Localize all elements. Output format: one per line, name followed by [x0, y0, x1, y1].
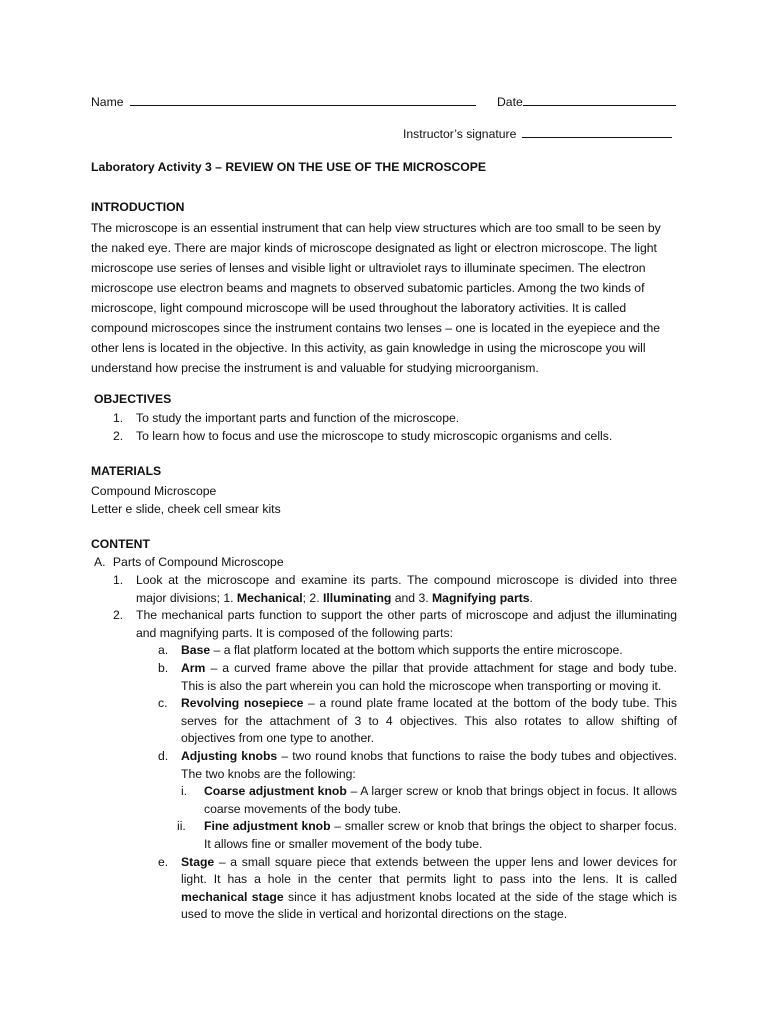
objective-text: To study the important parts and function of the microscope. — [136, 411, 460, 425]
activity-title: Laboratory Activity 3 – REVIEW ON THE USE OF THE MICROSCOPE — [91, 160, 487, 174]
part-term: Adjusting knobs — [181, 748, 278, 763]
part-desc: – a flat platform located at the bottom which supports the entire microscope. — [210, 643, 623, 658]
date-label: Date — [497, 95, 523, 109]
parts-list — [113, 642, 677, 924]
part-term: Stage — [181, 854, 215, 869]
illuminating-term: Illuminating — [322, 590, 392, 605]
objective-number: 1. — [113, 411, 124, 425]
item-number: 2. — [113, 608, 124, 623]
objective-number: 2. — [113, 428, 124, 443]
knob-term: Coarse adjustment knob — [204, 784, 347, 799]
introduction-heading: INTRODUCTION — [91, 200, 185, 214]
part-item-base — [158, 642, 677, 660]
knob-desc: – smaller screw or knob that brings the object to sharper focus. It allows fine or smaller movement of the body tube. — [204, 819, 677, 851]
item1-text-a: Look at the microscope and examine its parts. The compound microscope is divided into three major divisions; 1. — [136, 573, 677, 605]
material-item: Letter e slide, cheek cell smear kits — [91, 502, 281, 516]
objectives-list — [113, 410, 683, 445]
magnifying-term: Magnifying parts — [432, 590, 530, 605]
part-desc: – two round knobs that functions to raise the body tubes and objectives. The two knobs are the following: — [181, 748, 677, 781]
part-letter: d. — [158, 748, 169, 763]
part-item-nosepiece — [158, 695, 677, 748]
knob-desc: – A larger screw or knob that brings object in focus. It allows coarse movements of the body tube. — [204, 784, 678, 816]
part-term: Base — [181, 643, 211, 658]
part-letter: e. — [158, 854, 169, 869]
signature-field — [403, 124, 672, 144]
content-heading: CONTENT — [91, 537, 150, 551]
date-field — [497, 92, 676, 112]
item1-text-d: . — [529, 590, 533, 605]
part-item-arm — [158, 660, 677, 695]
item1-text-b: ; 2. — [302, 590, 323, 605]
item2-text: The mechanical parts function to support the other parts of microscope and adjust the illuminating and magnifying parts. It is composed of the following parts: — [136, 608, 677, 640]
part-item-knobs — [158, 748, 677, 783]
name-blank-line[interactable] — [130, 92, 476, 106]
name-label: Name — [91, 95, 124, 109]
section-a-title: Parts of Compound Microscope — [112, 555, 284, 569]
objectives-heading: OBJECTIVES — [94, 392, 172, 406]
knob-number: ii. — [177, 819, 186, 834]
date-blank-line[interactable] — [523, 92, 676, 106]
section-a — [94, 554, 684, 572]
part-letter: b. — [158, 660, 169, 675]
mechanical-term: Mechanical — [236, 590, 303, 605]
signature-label: Instructor’s signature — [403, 127, 517, 141]
item-number: 1. — [113, 573, 124, 587]
part-desc: – a curved frame above the pillar that provide attachment for stage and body tube. This is also the part wherein you can hold the microscope when transporting or moving it. — [181, 660, 677, 693]
name-field — [91, 92, 476, 112]
signature-blank-line[interactable] — [522, 124, 672, 138]
knobs-list — [158, 783, 677, 853]
mechanical-stage-term: mechanical stage — [181, 889, 284, 904]
materials-heading: MATERIALS — [91, 464, 162, 478]
content-list — [113, 572, 677, 924]
stage-desc-b: since it has adjustment knobs located at the side of the stage which is used to move the slide in vertical and horizontal directions on the stage. — [181, 889, 677, 922]
knob-term: Fine adjustment knob — [204, 819, 331, 834]
stage-desc-a: – a small square piece that extends between the upper lens and lower devices for light. It has a hole in the center that permits light to pass into the lens. It is called — [181, 854, 677, 887]
part-desc: – a round plate frame located at the bottom of the body tube. This serves for the attachment of 3 to 4 objectives. This also rotates to allow shifting of objectives from one type to another. — [181, 696, 677, 746]
section-a-letter: A. — [94, 555, 106, 569]
part-term: Arm — [181, 660, 206, 675]
objective-item — [113, 428, 683, 446]
objective-item — [113, 410, 683, 428]
part-term: Revolving nosepiece — [181, 696, 304, 711]
knob-item-fine — [177, 818, 677, 853]
introduction-text: The microscope is an essential instrument that can help view structures which are too small to be seen by the naked eye. There are major kinds of microscope designated as light or electron microscope. The light microscope use series of lenses and visible light or ultraviolet rays to illuminate specimen. The electron microscope use electron beams and magnets to observed subatomic particles. Among the two kinds of microscope, light compound microscope will be used throughout the laboratory activities. It is called compound microscopes since the instrument contains two lenses – one is located in the eyepiece and the other lens is located in the objective. In this activity, as gain knowledge in using the microscope you will understand how precise the instrument is and valuable for studying microorganism. — [91, 221, 661, 375]
content-item-2 — [113, 607, 677, 642]
part-letter: c. — [158, 696, 168, 711]
part-letter: a. — [158, 643, 169, 658]
material-item: Compound Microscope — [91, 484, 217, 498]
item1-text-c: and 3. — [391, 590, 433, 605]
objective-text: To learn how to focus and use the microscope to study microscopic organisms and cells. — [136, 428, 613, 443]
knob-number: i. — [181, 784, 188, 799]
knob-item-coarse — [181, 783, 677, 818]
content-item-1 — [113, 572, 677, 607]
part-item-stage — [158, 854, 677, 924]
